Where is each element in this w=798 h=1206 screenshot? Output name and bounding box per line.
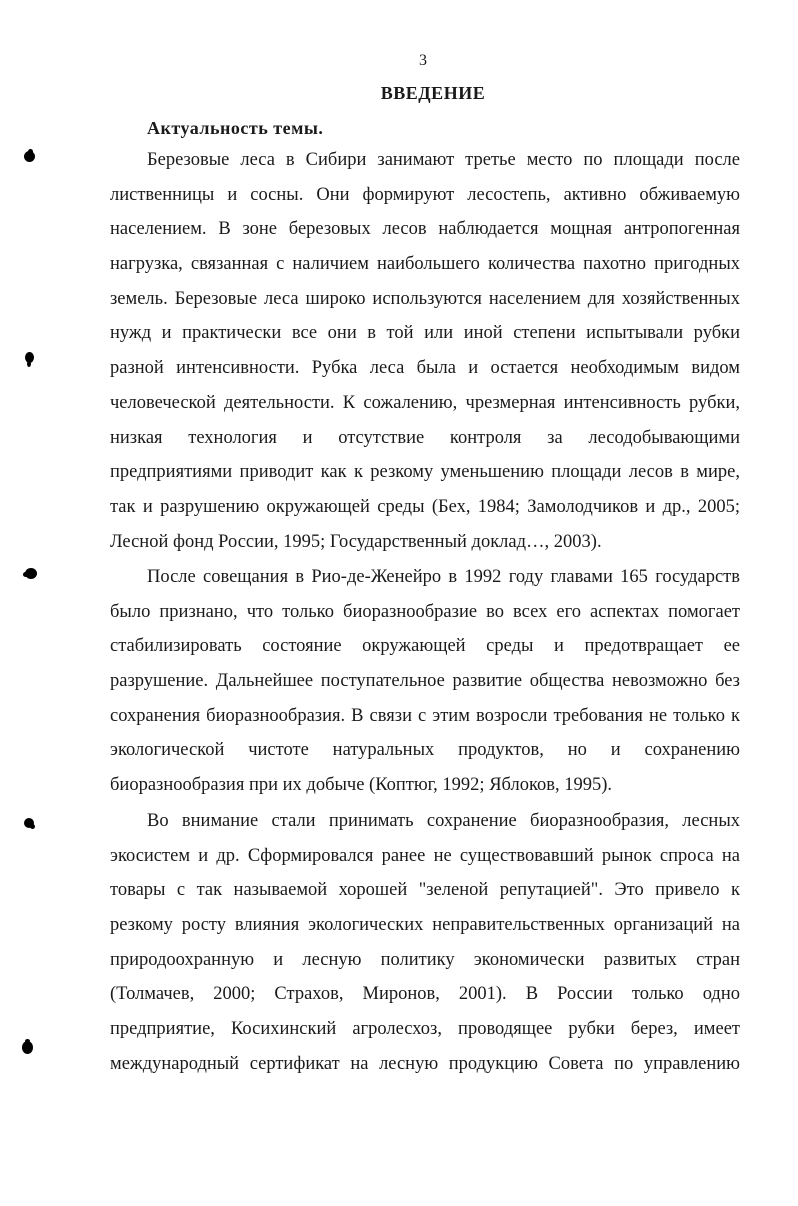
text-line: экологической чистоте натуральных продуктов, но и сохранению [110,740,740,761]
page-number: 3 [419,52,427,69]
text-line: резкому росту влияния экологических неправительственных организаций на [110,915,740,936]
punch-hole-mark [24,818,34,828]
punch-hole-mark [22,1041,33,1054]
text-line: Во внимание стали принимать сохранение биоразнообразия, лесных [147,811,740,831]
text-line: человеческой деятельности. К сожалению, чрезмерная интенсивность рубки, [110,392,740,413]
text-line: разрушение. Дальнейшее поступательное развитие общества невозможно без [110,671,740,692]
text-line: После совещания в Рио-де-Женейро в 1992 году главами 165 государств [147,567,740,587]
text-line: экосистем и др. Сформировался ранее не существовавший рынок спроса на [110,845,740,866]
text-line: товары с так называемой хорошей "зеленой репутацией". Это привело к [110,880,740,901]
punch-hole-mark [24,151,35,162]
paragraph-3 [110,804,740,1082]
text-line: стабилизировать состояние окружающей среды и предотвращает ее [110,636,740,657]
text-line: нагрузка, связанная с наличием наибольшего количества пахотно пригодных [110,254,740,275]
page-title: ВВЕДЕНИЕ [380,83,486,103]
text-line: сохранения биоразнообразия. В связи с этим возросли требования не только к [110,705,740,726]
text-line: международный сертификат на лесную продукцию Совета по управлению [110,1053,740,1074]
text-line: Березовые леса в Сибири занимают третье место по площади после [147,150,740,170]
paragraph-1 [110,143,740,559]
text-line: так и разрушению окружающей среды (Бех, 1984; Замолодчиков и др., 2005; [110,496,740,517]
punch-hole-mark [25,352,34,363]
text-line: было признано, что только биоразнообразие во всех его аспектах помогает [110,601,740,622]
text-line: природоохранную и лесную политику экономически развитых стран [110,949,740,970]
paragraph-2 [110,560,740,803]
section-subtitle: Актуальность темы. [147,118,324,138]
text-line: лиственницы и сосны. Они формируют лесостепь, активно обживаемую [110,184,740,205]
text-line: предприятие, Косихинский агролесхоз, проводящее рубки берез, имеет [110,1019,740,1040]
text-line: земель. Березовые леса широко используются населением для хозяйственных [110,288,740,309]
punch-hole-mark [25,568,37,579]
text-line: (Толмачев, 2000; Страхов, Миронов, 2001). В России только одно [110,984,740,1005]
text-line: разной интенсивности. Рубка леса была и остается необходимым видом [110,358,740,379]
text-line: низкая технология и отсутствие контроля за лесодобывающими [110,427,740,448]
text-line: населением. В зоне березовых лесов наблюдается мощная антропогенная [110,219,740,240]
text-line: нужд и практически все они в той или иной степени испытывали рубки [110,323,740,344]
text-line: биоразнообразия при их добыче (Коптюг, 1992; Яблоков, 1995). [110,775,613,796]
text-line: предприятиями приводит как к резкому уменьшению площади лесов в мире, [110,462,740,483]
text-line: Лесной фонд России, 1995; Государственный доклад…, 2003). [110,531,602,552]
